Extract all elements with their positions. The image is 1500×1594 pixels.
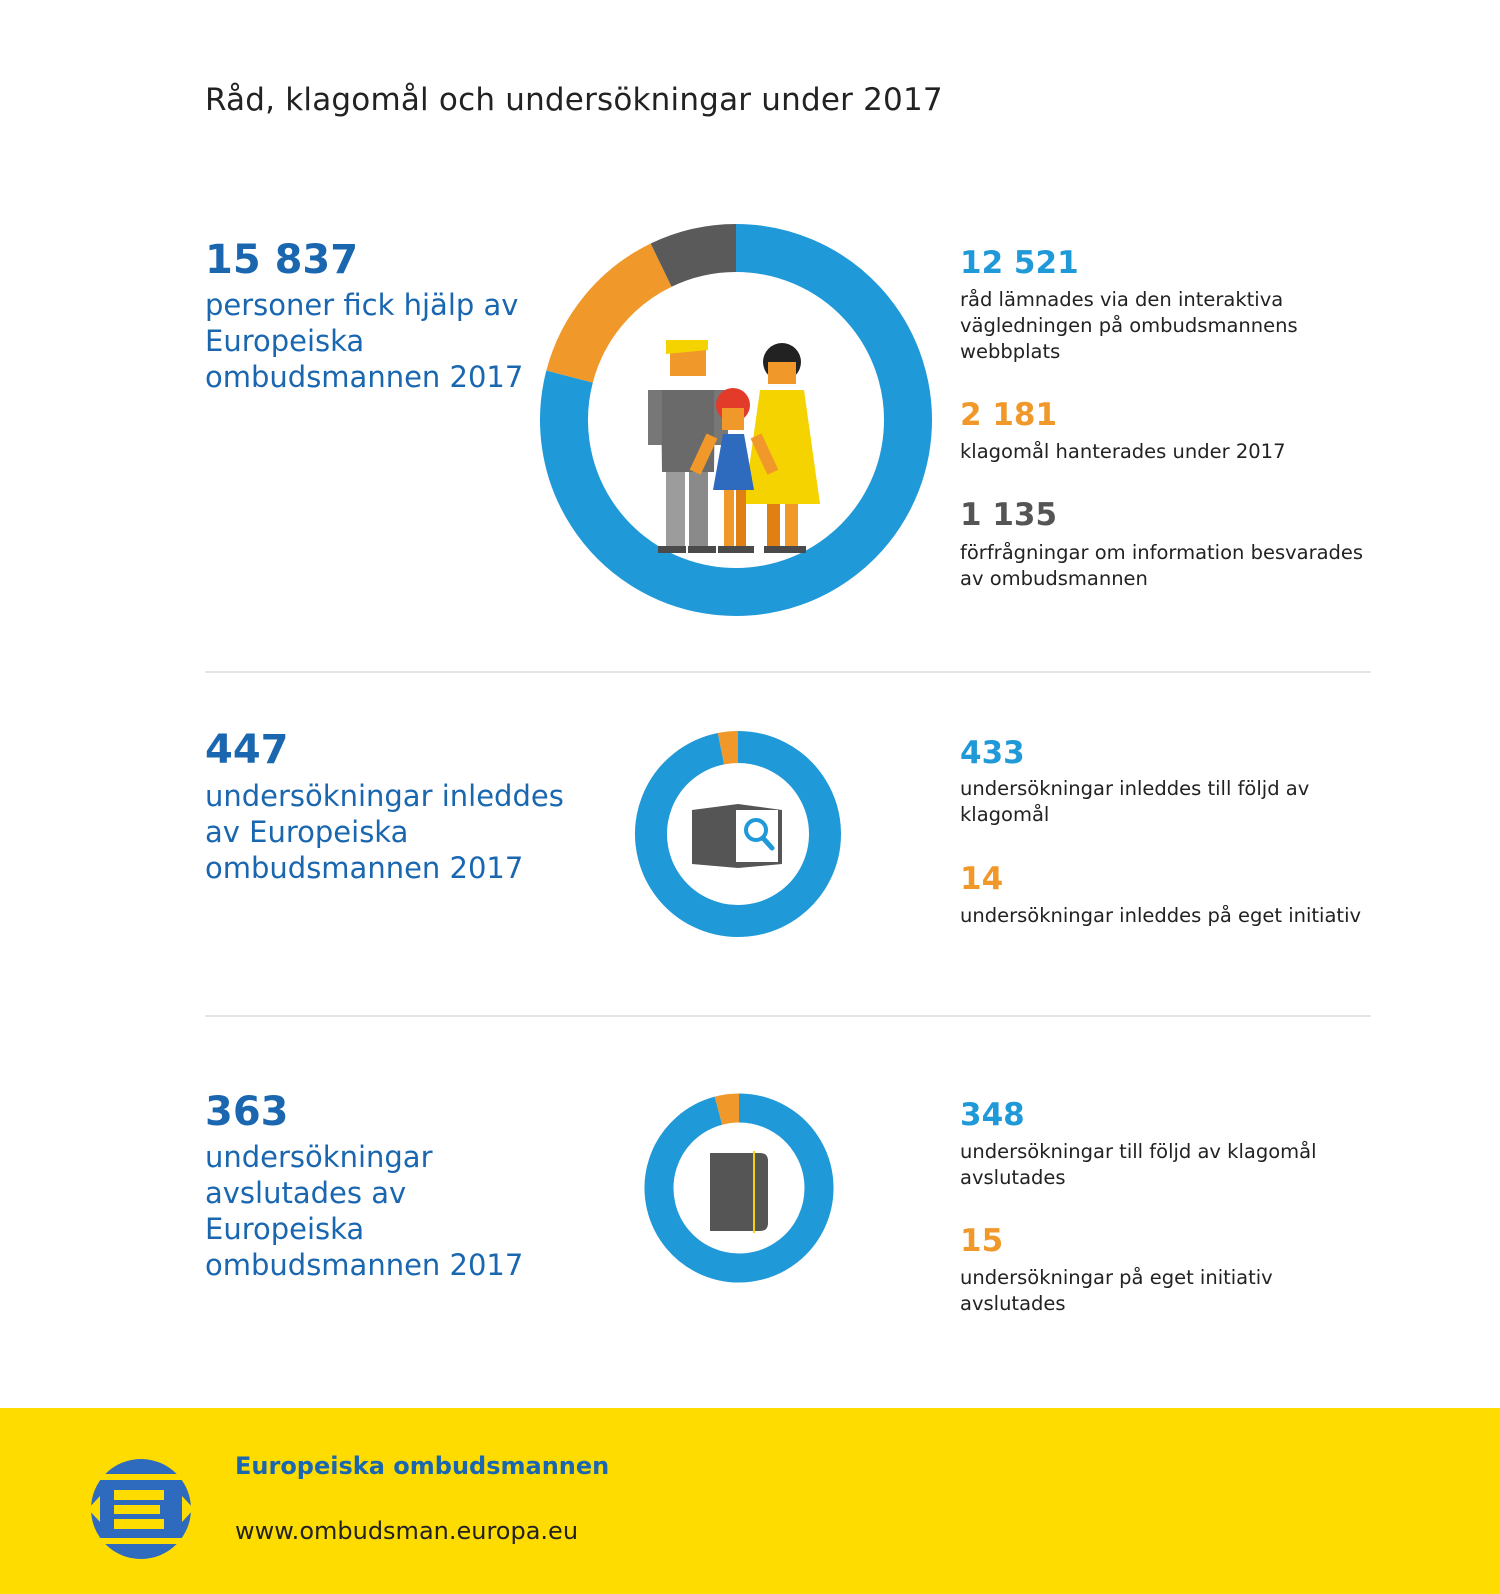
stat-value: 348 <box>960 1097 1025 1133</box>
stat-text: undersökningar till följd av klagomål avslutades <box>960 1140 1317 1189</box>
organization-name: Europeiska ombudsmannen <box>235 1452 610 1480</box>
donut-slice-3 <box>661 248 736 265</box>
donut-chart-1 <box>538 222 934 618</box>
stat-text: klagomål hanterades under 2017 <box>960 440 1286 463</box>
section-3-total: 363 <box>205 1089 289 1135</box>
closed-folder-icon <box>710 1151 768 1233</box>
stat-value: 15 <box>960 1223 1004 1259</box>
divider <box>205 671 1371 673</box>
section-2-total: 447 <box>205 727 289 773</box>
stat-value: 433 <box>960 735 1025 771</box>
website-link[interactable]: www.ombudsman.europa.eu <box>235 1517 579 1545</box>
donut-chart-3 <box>644 1093 834 1283</box>
section-2-lead: undersökningar inleddes av Europeiska ombudsmannen 2017 <box>205 779 564 885</box>
ombudsman-logo <box>88 1456 194 1562</box>
footer <box>0 1408 1500 1594</box>
stat-value: 14 <box>960 861 1004 897</box>
donut-slice-2 <box>718 1108 739 1111</box>
stat-value: 1 135 <box>960 497 1058 533</box>
donut-chart-2 <box>634 730 842 938</box>
section-1-total: 15 837 <box>205 237 359 283</box>
document-search-icon <box>692 804 782 868</box>
section-1-lead: personer fick hjälp av Europeiska ombudsmannen 2017 <box>205 288 524 394</box>
page-title: Råd, klagomål och undersökningar under 2017 <box>205 82 943 118</box>
stat-text: undersökningar på eget initiativ avslutades <box>960 1266 1273 1315</box>
stat-text: förfrågningar om information besvarades av ombudsmannen <box>960 541 1364 590</box>
stat-text: råd lämnades via den interaktiva vägledningen på ombudsmannens webbplats <box>960 288 1298 363</box>
donut-slice-2 <box>570 265 662 376</box>
stat-value: 12 521 <box>960 245 1079 281</box>
stat-value: 2 181 <box>960 397 1058 433</box>
donut-slice-2 <box>721 747 738 749</box>
stat-text: undersökningar inleddes till följd av klagomål <box>960 777 1310 826</box>
stat-text: undersökningar inleddes på eget initiativ <box>960 904 1362 927</box>
divider <box>205 1015 1371 1017</box>
family-icon <box>648 340 820 553</box>
section-3-lead: undersökningar avslutades av Europeiska ombudsmannen 2017 <box>205 1140 524 1282</box>
